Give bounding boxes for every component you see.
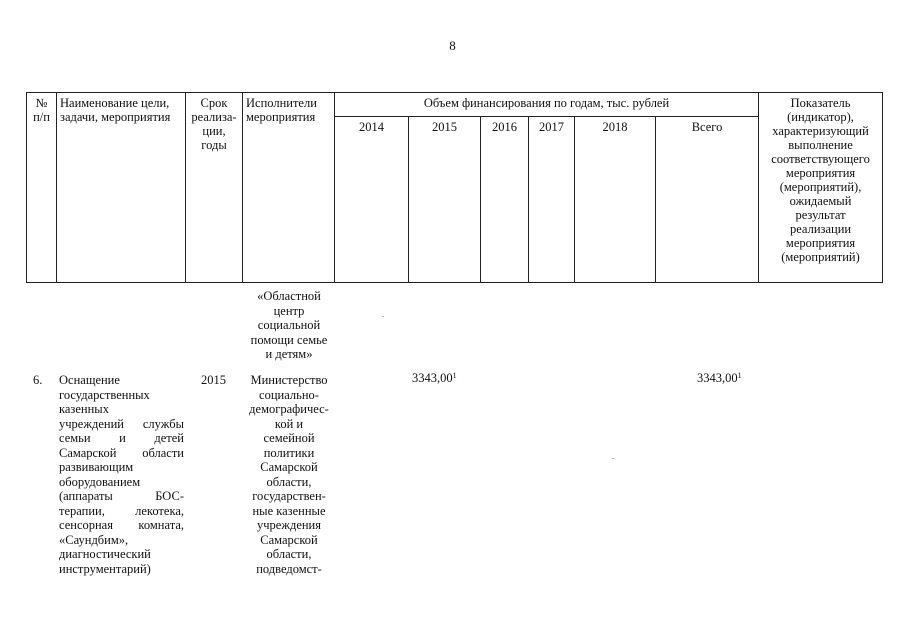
year-2018-header: 2018 [575,117,656,283]
row-name-line: «Саундбим», [59,532,129,547]
row-name-line: инструментарий) [59,561,151,576]
row-name-line: развивающим [59,460,134,474]
year-2014-header: 2014 [335,117,409,283]
col-term-header: Срок реализа- ции, годы [186,93,243,283]
row-name-line: терапии, лекотека, [59,503,184,518]
amount-2015-value: 3343,00 [412,371,453,385]
header-table [26,92,883,283]
scan-speck [382,316,384,317]
amount-total-value: 3343,00 [697,371,738,385]
row-name-line: учреждений службы [59,416,184,431]
page-number: 8 [449,38,456,53]
col-name-header: Наименование цели, задачи, мероприятия [57,93,186,283]
row-executor: Министерство социально- демографичес- кой и семейной политики Самарской области, государствен- ные казенные учреждения Самарской области, подведомст- [249,373,329,576]
amount-total [697,371,742,386]
year-2015-header: 2015 [409,117,481,283]
row-name-line: семьи и детей [59,431,184,445]
footnote-marker: 1 [737,371,742,380]
row-name-line: (аппараты БОС- [59,489,184,503]
year-2016-header: 2016 [481,117,529,283]
continuation-executor: «Областной центр социальной помощи семье и детям» [250,289,328,361]
scan-speck [612,458,614,459]
row-name-line: Оснащение [59,373,120,387]
col-executors-header: Исполнители мероприятия [243,93,335,283]
row-name-line: оборудованием [59,474,141,489]
year-2017-header: 2017 [529,117,575,283]
row-name-line: сенсорная комната, [59,518,184,532]
amount-2015 [412,371,457,386]
row-name [59,373,184,576]
col-funding-header: Объем финансирования по годам, тыс. рублей [335,93,759,117]
col-num-header: № п/п [27,93,57,283]
total-header: Всего [656,117,759,283]
row-name-line: диагностический [59,547,151,561]
row-name-line: казенных [59,402,109,416]
row-number: 6. [33,373,43,387]
row-name-line: Самарской области [59,445,184,460]
row-name-line: государственных [59,387,150,402]
footnote-marker: 1 [452,371,457,380]
row-year: 2015 [201,373,226,387]
col-indicator-header: Показатель (индикатор), характеризующий выполнение соответствующего мероприятия (мероприятий), ожидаемый результат реализации мероприятия (мероприятий) [759,93,883,283]
